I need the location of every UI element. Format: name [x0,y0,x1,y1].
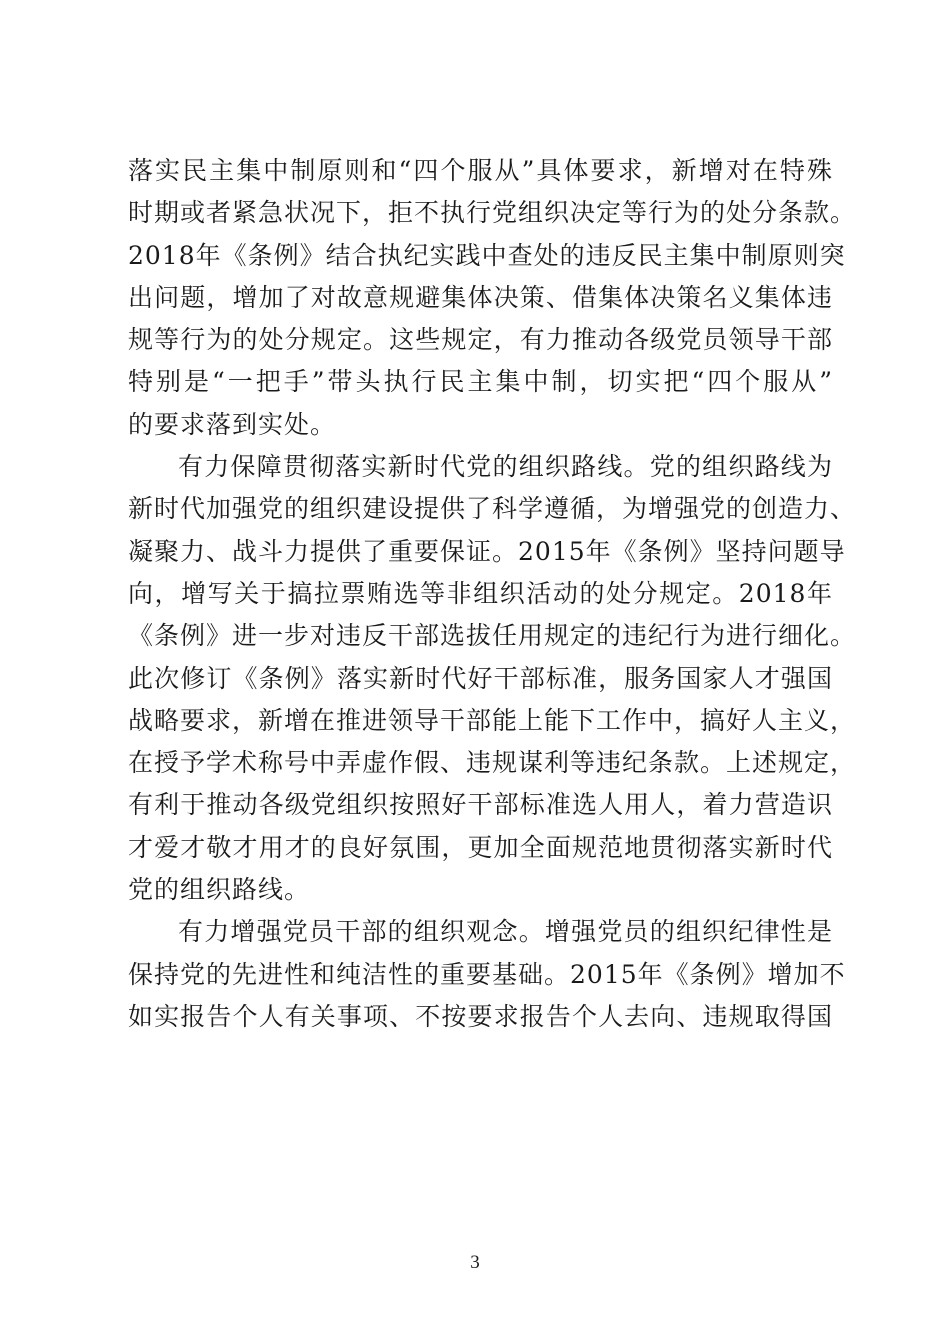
text-line: 出问题，增加了对故意规避集体决策、借集体决策名义集体违 [128,282,833,312]
paragraph-first-line: 有力增强党员干部的组织观念。增强党员的组织纪律性是 [178,917,833,947]
text-line: 在授予学术称号中弄虚作假、违规谋利等违纪条款。上述规定， [128,748,857,778]
text-line: 2018年《条例》结合执纪实践中查处的违反民主集中制原则突 [128,240,846,270]
text-line: 《条例》进一步对违反干部选拔任用规定的违纪行为进行细化。 [128,621,857,651]
paragraph-first-line: 有力保障贯彻落实新时代党的组织路线。党的组织路线为 [178,452,833,482]
text-line: 此次修订《条例》落实新时代好干部标准，服务国家人才强国 [128,663,833,693]
text-line: 有利于推动各级党组织按照好干部标准选人用人，着力营造识 [128,790,833,820]
text-line: 战略要求，新增在推进领导干部能上能下工作中，搞好人主义， [128,705,857,735]
text-line: 落实民主集中制原则和“四个服从”具体要求，新增对在特殊 [128,156,833,185]
text-line: 凝聚力、战斗力提供了重要保证。2015年《条例》坚持问题导 [128,536,846,566]
text-line: 向，增写关于搞拉票贿选等非组织活动的处分规定。2018年 [128,578,833,608]
text-line: 如实报告个人有关事项、不按要求报告个人去向、违规取得国 [128,1001,833,1031]
text-line: 党的组织路线。 [128,875,311,905]
page-number: 3 [470,1252,480,1273]
text-line: 特别是“一把手”带头执行民主集中制，切实把“四个服从” [128,367,833,397]
body-text [128,150,857,1038]
text-line: 规等行为的处分规定。这些规定，有力推动各级党员领导干部 [128,325,833,355]
text-line: 时期或者紧急状况下，拒不执行党组织决定等行为的处分条款。 [128,198,857,228]
text-line: 新时代加强党的组织建设提供了科学遵循，为增强党的创造力、 [128,494,857,524]
text-line: 保持党的先进性和纯洁性的重要基础。2015年《条例》增加不 [128,959,846,989]
text-line: 的要求落到实处。 [128,409,337,439]
text-line: 才爱才敬才用才的良好氛围，更加全面规范地贯彻落实新时代 [128,832,833,862]
